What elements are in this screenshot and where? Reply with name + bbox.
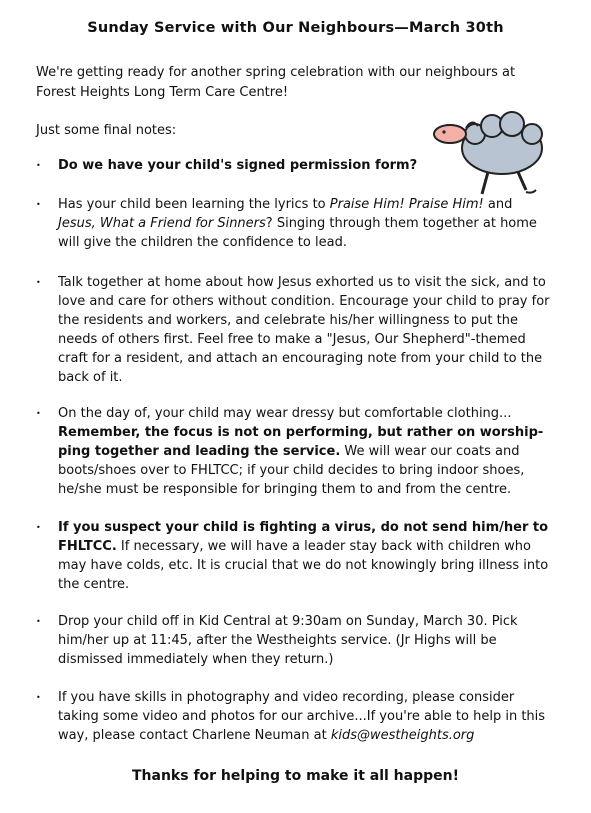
bullet-icon: •: [36, 409, 41, 418]
item-text: Do we have your child's signed permission form?: [58, 158, 418, 173]
bullet-icon: •: [36, 617, 41, 626]
song-title: Jesus, What a Friend for Sinners: [58, 216, 266, 231]
bullet-icon: •: [36, 278, 41, 287]
page-title: Sunday Service with Our Neighbours—March 30th: [87, 20, 504, 36]
item-text: If you suspect your child is fighting a virus, do not send him/her to FHLTCC. If necessary, we will have a leader stay back with children who may have colds, etc. It is crucial that we do not knowingly bring illness into the centre.: [58, 520, 549, 592]
sheep-illustration: [430, 108, 550, 198]
item-text: Talk together at home about how Jesus exhorted us to visit the sick, and to love and care for others without condition. Encourage your child to pray for the residents and workers, and celebrate his/her willingness to put the needs of others first. Feel free to make a "Jesus, Our Shepherd"-themed craft for a resident, and attach an encouraging note from your child to the back of it.: [58, 275, 550, 385]
bullet-icon: •: [36, 693, 41, 702]
closing-line: Thanks for helping to make it all happen!: [132, 768, 459, 784]
intro-paragraph: We're getting ready for another spring celebration with our neighbours at Forest Heights Long Term Care Centre!: [36, 65, 516, 100]
song-title: Praise Him! Praise Him!: [329, 197, 484, 212]
email-link[interactable]: kids@westheights.org: [330, 728, 475, 743]
notes-heading: Just some final notes:: [36, 123, 177, 138]
bullet-icon: •: [36, 161, 41, 170]
item-text: If you have skills in photography and video recording, please consider taking some video and photos for our archive...If you're able to help in this way, please contact Charlene Neuman at kids@westheights.org: [58, 690, 546, 743]
item-text: On the day of, your child may wear dressy but comfortable clothing... Remember, the focus is not on performing, but rather on worship-ping together and leading the service. We will wear our coats and boots/shoes over to FHLTCC; if your child decides to bring indoor shoes, he/she must be responsible for bringing them to and from the centre.: [58, 406, 544, 497]
item-text: Has your child been learning the lyrics to Praise Him! Praise Him! and Jesus, What a Friend for Sinners? Singing through them together at home will give the children the confidence to lead.: [58, 197, 537, 250]
item-text: Drop your child off in Kid Central at 9:30am on Sunday, March 30. Pick him/her up at 11:45, after the Westheights service. (Jr Highs will be dismissed immediately when they return.): [58, 614, 518, 667]
bullet-icon: •: [36, 523, 41, 532]
bullet-icon: •: [36, 200, 41, 209]
